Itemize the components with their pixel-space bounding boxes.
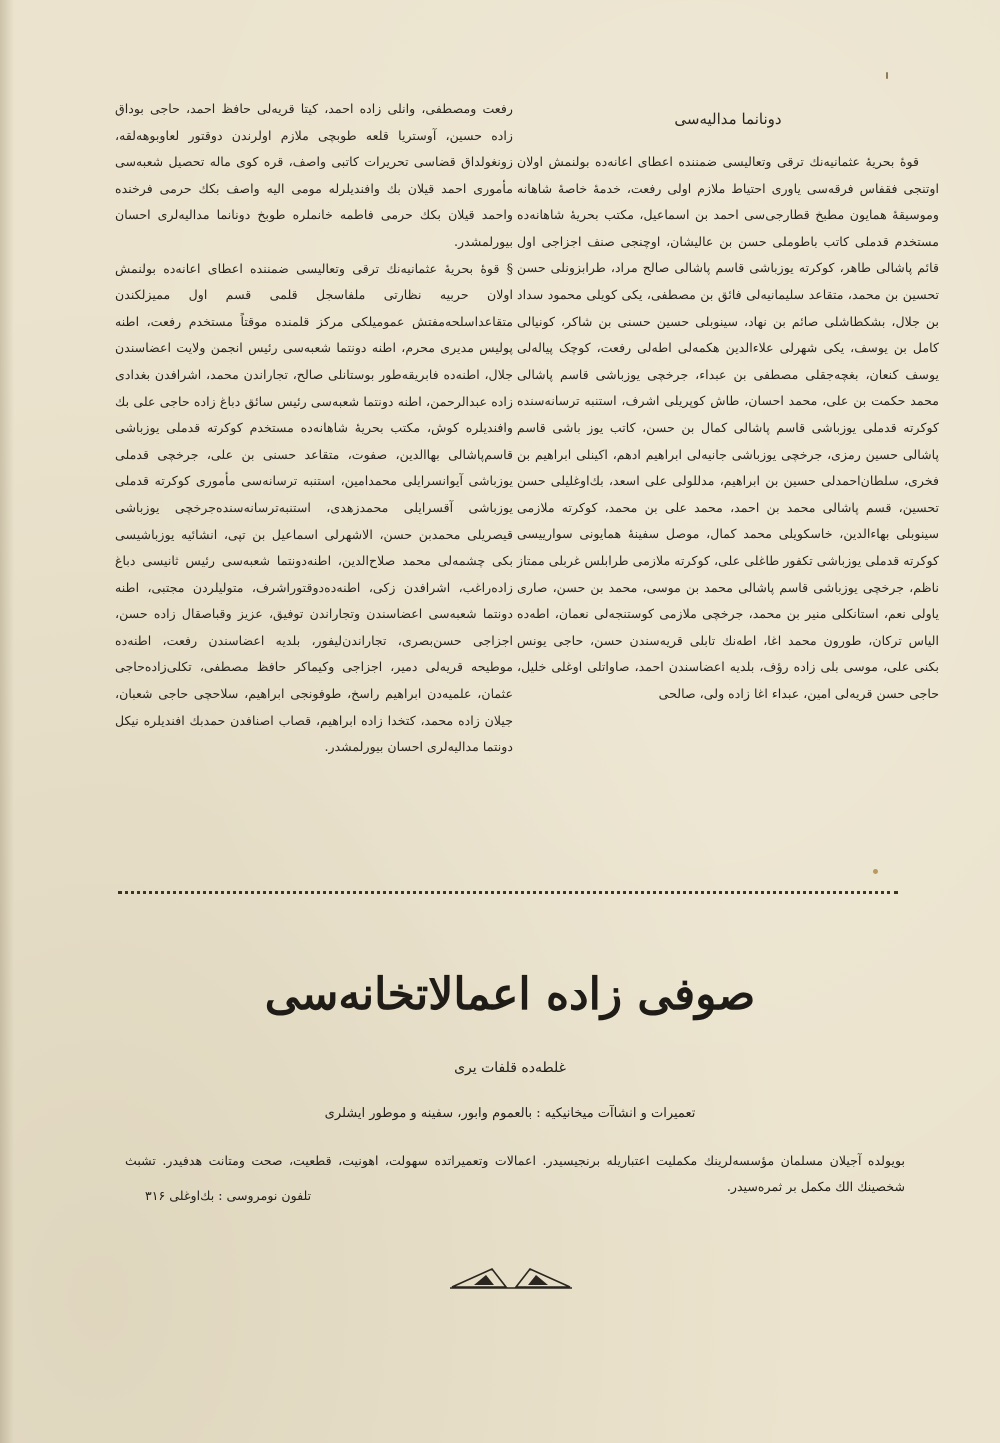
advertisement [115,960,905,1203]
right-column [517,105,939,707]
paper-mark [886,72,888,79]
ad-services: تعمیرات و انشاآت میخانیکیه : بالعموم وابور، سفینه و موطور ایشلری [324,1106,696,1121]
ad-body: بویولده آجیلان مسلمان مؤسسه‌لرینك مکملیت اعتباریله برنجیسیدر. اعمالات وتعمیراتده سهولت، اهونیت، قطعیت، صحت ومتانت هدفیدر. تشبث شخصینك الك مکمل بر ثمره‌سیدر. [125,1153,905,1194]
left-column [115,96,513,761]
right-column-paragraph: قوهٔ بحریهٔ عثمانیه‌نك ترقی وتعالیسی ضمننده اعطای اعانه‌ده بولنمش اولان اوتنجی فقفاس فرقه‌سی یاوری احتیاط ملازم اولی رفعت، خدمهٔ خاصهٔ شاهانه وموسیقهٔ همایون مطبخ قطارجی‌سی احمد بن اسماعیل، مکتب بحریهٔ شاهانه‌ده مستخدم قدملی کاتب باطوملی حسن بن عالیشان، اوچنجی صنف اجزاجی اول قائم پاشالی طاهر، کوکرته یوزباشی قاسم پاشالی صالح مراد، طرابزونلی حسن تحسین بن محمد، متقاعد سلیمانیه‌لی فائق بن مصطفی، یکی کویلی محمود سداد بن جلال، بشکطاشلی صائم بن نهاد، سینوبلی حسین حسنی بن شاکر، کونیالی کامل بن یوسف، یکی شهرلی علاءالدین هکمه‌لی اطه‌لی رفعت، کوچک پیاله‌لی یوسف کنعان، بغچه‌جقلی مصطفی بن عبداء، جرخچی یوزباشی قاسم پاشالی محمد حکمت بن علی، محمد احسان، طاش کوپریلی اشرف، استنبه ترسانه‌سنده کوکرته قدملی یوزباشی قاسم پاشالی کمال بن حسن، کاتب یوز باشی قاسم پاشالی حسین رمزی، جرخچی یوزباشی جانیه‌لی ابراهیم ادهم، اکینلی ابراهیم بن فخری، سلطان‌احمدلی حسین بن ابراهیم، مدللولی علی اسعد، بك‌اوغلیلی حسن تحسین، قسم پاشالی محمد بن احمد، محمد علی بن محمد، کوکرته ملازمی سینوبلی بهاءالدین، خاسکویلی محمد کمال، موصل سفینهٔ همایونی سوارییسی کوکرته قدملی یوزباشی تکفور طاغلی علی، کوکرته ملازمی طرابلس غربلی ممتاز ناظم، جرخچی یوزباشی قاسم پاشالی محمد بن موسی، محمد بن حسن، صاری یاولی نعم، استانکلی منیر بن محمد، جرخچی ملازمی کوستنجه‌لی نعمان، اطه‌ده الیاس ترکان، طورون محمد اغا، اطه‌نك تابلی قریه‌سندن حسن، حاجی یونس بکنی علی، موسی بلی زاده رؤف، بلدیه اعضاسندن احمد، صاواتلی اوغلی خلیل، حاجی حسن قریه‌لی امین، عبداء اغا زاده ولی، صالحی [517,154,939,701]
binding-shadow [0,0,14,1443]
paper-speck [873,869,878,874]
ad-title: صوفی زاده اعمالاتخانه‌سی [264,969,756,1020]
right-column-heading: دونانما مدالیه‌سی [674,110,782,128]
ad-phone: تلفون نومروسی : بك‌اوغلی ۳۱۶ [145,1188,312,1203]
left-column-paragraph-2: § قوهٔ بحریهٔ عثمانیه‌نك ترقی وتعالیسی ضمننده اعطای اعانه‌ده بولنمش اولان حربیه نظارتی ملفاسجل قلمی قسم اول مميزلکندن متقاعداسلحه‌مفتش عمومیلکی مرکز قلمنده موقتاً مستخدم رفعت، اطنه پولیس مدیری محرم، اطنه دونتما شعبه‌سی رئیس انجمن ولایت اعضاسندن جلال، اطنه‌ده فابریقه‌طور بوستانلی صالح، تجاراندن محمد، اشرافدن بغدادی زاده عبدالرحمن، اطنه دونتما شعبه‌سی رئیس سائق دباغ زاده حاجی علی بك وافندیلره کوش، مکتب بحریهٔ شاهانه‌ده مستخدم کوکرته قدملی یوزباشی قاسم‌پاشالی بهاالدین، صفوت، متقاعد حسنی بن علی، جرخچی قدملی یوزباشی آیوانسرایلی محمدامین، استنبه ترسانه‌سی مأموری کوکرته قدملی یوزباشی آقسرایلی محمدزهدی، استنبه‌ترسانه‌سنده‌جرخچی یوزباشی قیصریلی محمدبن حسن، الاشهرلی اسماعیل بن تپی، انشائیه یوزباشیسی بکی چشمه‌لی محمد صلاح‌الدین، اطنه‌دونتما شعبه‌سی رئیس ثانیسی دباغ زاده‌راغب، اشرافدن زکی، اطنه‌ده‌دوقتوراشرف، متولیلردن مجتبی، اطنه دونتما شعبه‌سی اعضاسندن وتجاراندن توفیق، عزیز وقباصقال زاده حسن، اجزاجی حسن‌بصری، تجاراندن‌لیفور، بلدیه اعضاسندن رفعت، اطنه‌ده موطیحه قریه‌لی دمیر، اجزاجی وکیماکر حافظ مصطفی، تکلی‌زاده‌حاجی عثمان، علمیه‌دن ابراهیم راسخ، طوفونجی ابراهیم، سلاحچی حاجی شعبان، جیلان زاده محمد، کتخدا زاده ابراهیم، قصاب اصنافدن حمدبك افندیلره نیکل دونتما مداليه‌لری احسان بیورلمشدر. [115,260,513,755]
dotted-separator [118,891,898,894]
ornament-icon [448,1263,574,1291]
ad-subtitle: غلطه‌ده قلفات یری [454,1060,566,1076]
left-column-paragraph-1: رفعت ومصطفی، وانلی زاده احمد، کیتا قریه‌لی حافظ احمد، حاجی بوداق زاده حسین، آوستریا قلعه طوبچی ملازم اولرندن دوقتور لعاوبوهه‌لقه، زونغولداق قضاسی تحریرات کاتبی واصف، قره کوی ماله تحصیل شعبه‌سی مأموری احمد قیلان بك وافندیلرله مومی الیه واصف بکك حرمی فرخنده واحمد قیلان بکك حرمی فاطمه خانملره طوبخ دونانما مدالیه‌لری احسان بیورلمشدر. [115,101,513,249]
